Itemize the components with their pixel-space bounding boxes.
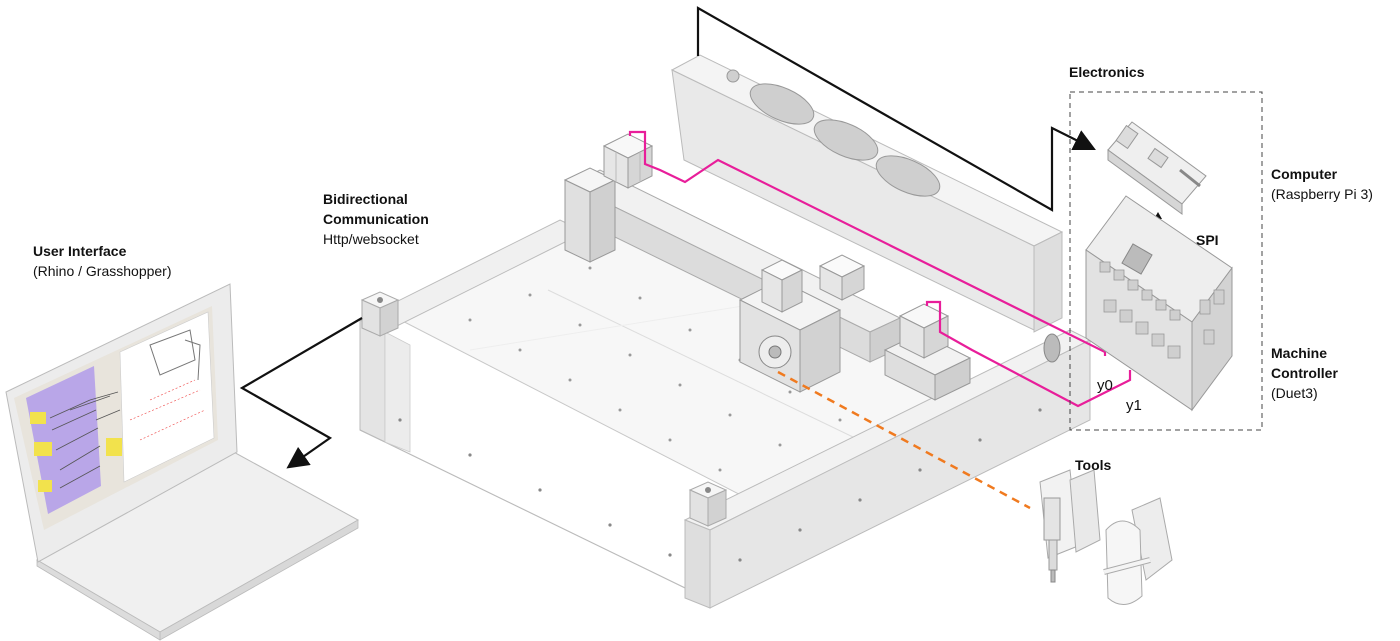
- corner-block-front: [690, 482, 726, 526]
- y0-label: y0: [1097, 377, 1113, 394]
- spi-label: [1196, 230, 1219, 250]
- tools-title: Tools: [1075, 457, 1112, 473]
- machine-controller-title-line1: Machine: [1271, 345, 1328, 361]
- electronics-label: [1069, 62, 1144, 82]
- spi-title: SPI: [1196, 232, 1219, 248]
- tools-label: [1075, 455, 1111, 475]
- machine-controller-subtitle: (Duet3): [1271, 385, 1318, 401]
- user-interface-subtitle: (Rhino / Grasshopper): [33, 263, 172, 279]
- computer-subtitle: (Raspberry Pi 3): [1271, 186, 1373, 202]
- communication-subtitle: Http/websocket: [323, 231, 419, 247]
- machine-controller-title-line2: Controller: [1271, 365, 1338, 381]
- electronics-title: Electronics: [1069, 64, 1145, 80]
- user-interface-label: [33, 241, 172, 281]
- communication-title-line2: Communication: [323, 211, 429, 227]
- cnc-machine: [360, 55, 1090, 608]
- y-carriage-left: [565, 168, 615, 262]
- y1-label: y1: [1126, 397, 1142, 414]
- corner-block-left: [362, 292, 398, 336]
- communication-label: [323, 189, 429, 249]
- laptop: [6, 284, 358, 640]
- user-interface-title: User Interface: [33, 243, 127, 259]
- comm-line-ui: [242, 318, 362, 466]
- communication-title-line1: Bidirectional: [323, 191, 408, 207]
- tools-illustration: [1040, 470, 1172, 605]
- computer-title: Computer: [1271, 166, 1338, 182]
- computer-label: [1271, 164, 1373, 204]
- machine-controller-label: [1271, 343, 1338, 403]
